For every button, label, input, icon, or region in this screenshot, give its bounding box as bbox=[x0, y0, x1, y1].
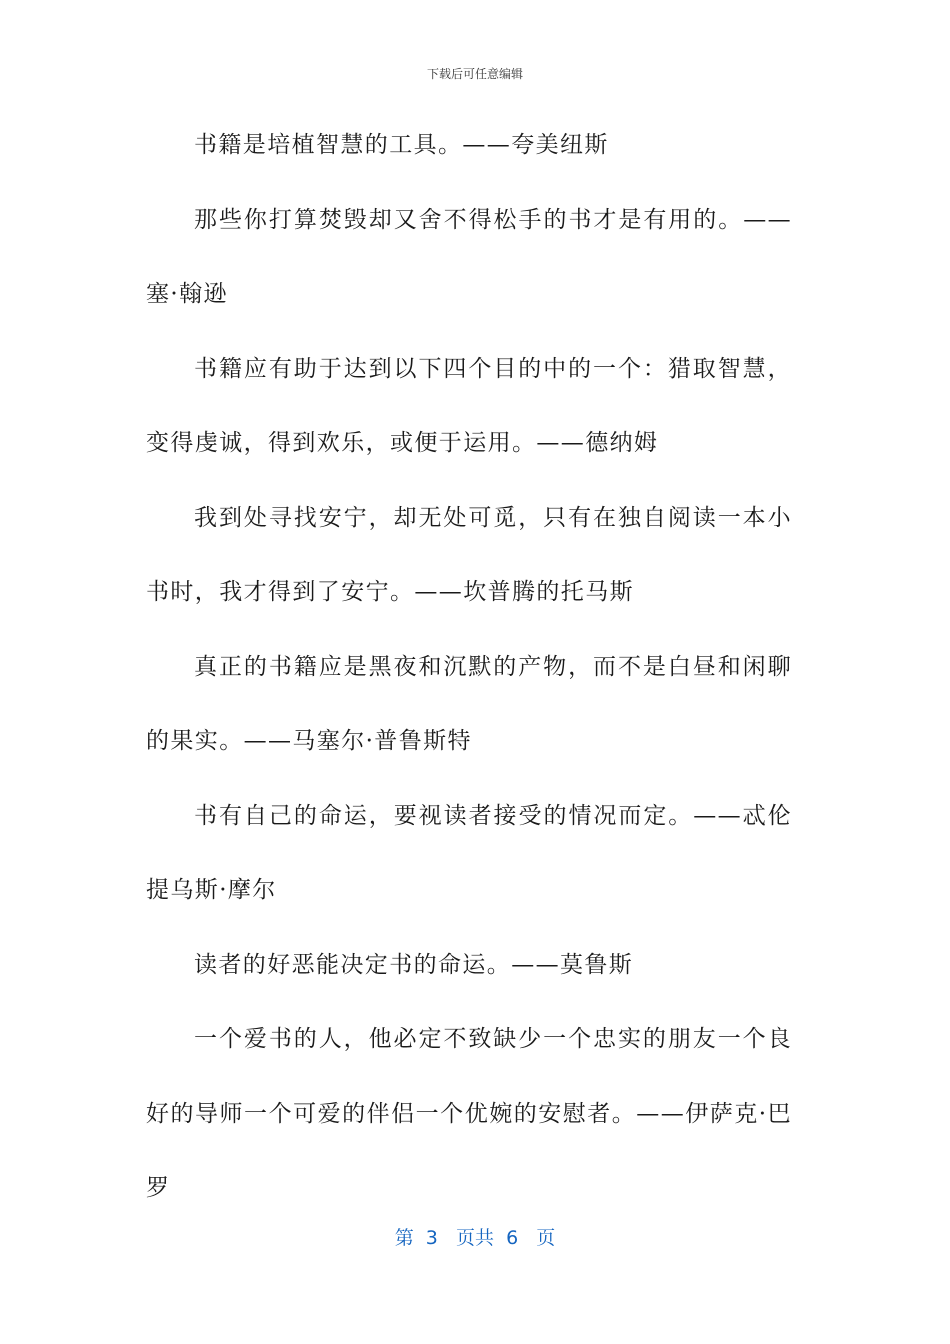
quote-paragraph: 书籍是培植智慧的工具。——夸美纽斯 bbox=[194, 132, 609, 158]
quote-paragraph: 我到处寻找安宁，却无处可觅，只有在独自阅读一本小书时，我才得到了安宁。——坎普腾的托马斯 bbox=[146, 504, 792, 605]
quote-paragraph: 一个爱书的人，他必定不致缺少一个忠实的朋友一个良好的导师一个可爱的伴侣一个优婉的安慰者。——伊萨克·巴罗 bbox=[146, 1026, 792, 1201]
page-footer bbox=[0, 1224, 950, 1252]
quote-paragraph: 真正的书籍应是黑夜和沉默的产物，而不是白昼和闲聊的果实。——马塞尔·普鲁斯特 bbox=[146, 653, 792, 754]
quote-paragraph: 书有自己的命运，要视读者接受的情况而定。——忒伦提乌斯·摩尔 bbox=[146, 802, 792, 903]
quote-paragraph: 书籍应有助于达到以下四个目的中的一个：猎取智慧，变得虔诚，得到欢乐，或便于运用。——德纳姆 bbox=[146, 355, 792, 456]
document-body bbox=[146, 108, 792, 1226]
quote-paragraph: 读者的好恶能决定书的命运。——莫鲁斯 bbox=[194, 951, 634, 978]
quote-paragraph: 那些你打算焚毁却又舍不得松手的书才是有用的。——塞·翰逊 bbox=[146, 206, 792, 307]
page-number-label: 第 3 页共 6 页 bbox=[394, 1227, 556, 1249]
page-header: 下载后可任意编辑 bbox=[426, 67, 523, 81]
